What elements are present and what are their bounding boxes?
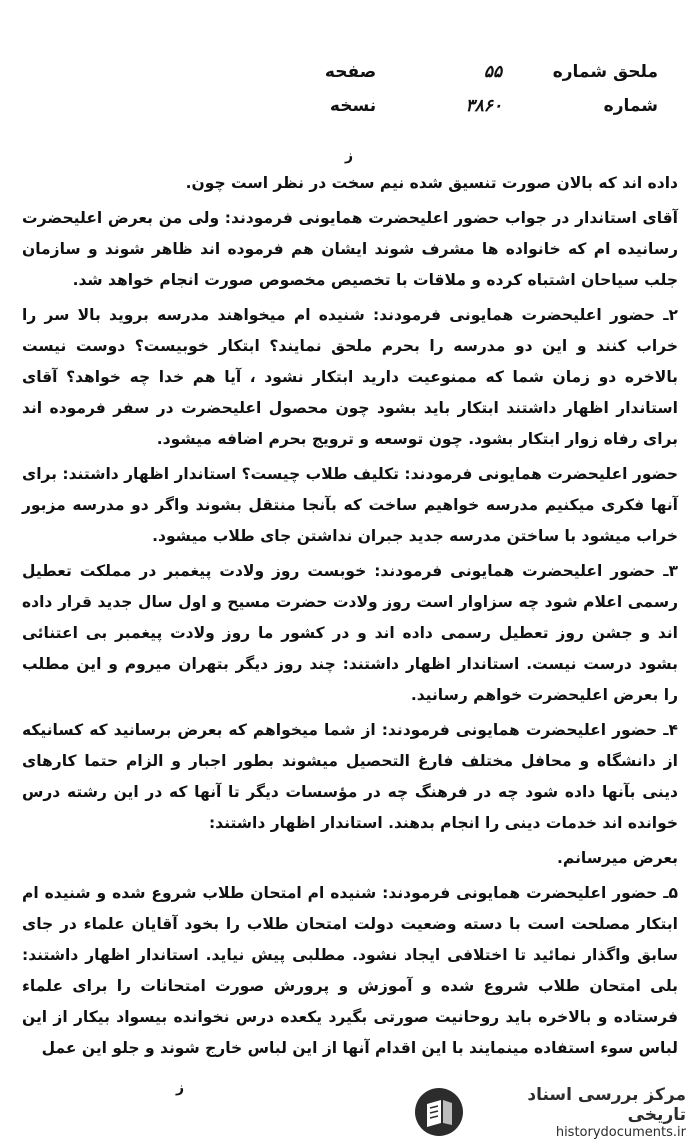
watermark-title: مرکز بررسی اسناد تاریخی (527, 1084, 686, 1125)
page-label: صفحه (324, 62, 377, 82)
watermark-url: historydocuments.ir (555, 1124, 686, 1140)
top-mark: ز (345, 148, 354, 164)
paragraph: ۳ـ حضور اعلیحضرت همایونی فرمودند: خوبست روز ولادت پیغمبر در مملکت تعطیل رسمی اعلام شود چه سزاوار است روز ولادت حضرت مسیح و اول سال جدید قرار داده اند و جشن روز تعطیل رسمی داده اند و در کشور ما روز ولادت پیغمبر بی اعتنائی بشود درست نیست. استاندار اظهار داشتند: چند روز دیگر بتهران میروم و این مطلب را بعرض اعلیحضرت خواهم رسانید. (22, 562, 678, 704)
archive-logo-icon (414, 1087, 464, 1137)
attachment-number-value: ۳۸۶۰ (465, 96, 503, 116)
paragraph: حضور اعلیحضرت همایونی فرمودند: تکلیف طلاب چیست؟ استاندار اظهار داشتند: برای آنها فکری میکنیم مدرسه خواهیم ساخت که بآنجا منتقل بشوند واگر دو مدرسه مزبور خراب میشود با ساختن مدرسه جدید جبران نداشتن جای طلاب میشود. (22, 465, 678, 545)
header-line-1 (306, 62, 658, 82)
paragraph: ۴ـ حضور اعلیحضرت همایونی فرمودند: از شما میخواهم که بعرض برسانید که کسانیکه از دانشگاه و محافل مختلف فارغ التحصیل میشوند بطور اجبار و الزام حتما کارهای دینی بآنها داده شود چه در فرهنگ چه در مؤسسات دیگر تا آنها که در این رشته درس خوانده اند خدمات دینی را انجام بدهند. استاندار اظهار داشتند: (22, 721, 678, 832)
bottom-mark: ز (176, 1080, 185, 1096)
letter-number-value: ۵۵ (483, 62, 503, 82)
watermark-text (464, 1085, 686, 1140)
paragraph: بعرض میرسانم. (557, 849, 678, 867)
copies-label: نسخه (329, 96, 377, 116)
paragraph: داده اند که بالان صورت تنسیق شده نیم سخت در نظر است چون. (185, 174, 678, 192)
paragraph: ۵ـ حضور اعلیحضرت همایونی فرمودند: شنیده ام امتحان طلاب شروع شده و شنیده ام ابتکار مصلحت است با دسته وضعیت دولت امتحان طلاب را بخود آقایان علماء در جای سابق واگذار نمائید تا اختلافی ایجاد نشود. مطلبی پیش نیاید. استاندار اظهار داشتند: بلی امتحان طلاب شروع شده و آموزش و پرورش صورت امتحانات را برای علماء فرستاده و بالاخره باید روحانیت صورتی بگیرد یکعده درس نخوانده بیسواد بیکار از این لباس سوء استفاده مینمایند با این اقدام آنها از این لباس خارج شوند و جلو این عمل (22, 884, 678, 1057)
attachment-number-label: شماره (603, 96, 658, 116)
letter-number-label: ملحق شماره (552, 62, 658, 82)
paragraph: ۲ـ حضور اعلیحضرت همایونی فرمودند: شنیده ام میخواهند مدرسه بروید بالا سر را خراب کنند و این دو مدرسه را بحرم ملحق نمایند؟ ابتکار خوبیست؟ دوست نیست بالاخره دو زمان شما که ممنوعیت دارید ابتکار نشود ، آیا هم خدا چه خواهد؟ آقای استاندار اظهار داشتند ابتکار باید بشود چون محصول اعلیحضرت در سفر فرموده اند برای رفاه زوار ابتکار بشود. چون توسعه و ترویج بحرم اضافه میشود. (22, 306, 678, 448)
paragraph: آقای استاندار در جواب حضور اعلیحضرت همایونی فرمودند: ولی من بعرض اعلیحضرت رسانیده ام که خانواده ها مشرف شوند ایشان هم فرموده اند ظاهر شوند و سازمان جلب سیاحان اشتباه کرده و ملاقات با تخصیص مخصوص صورت انجام خواهد شد. (22, 209, 678, 289)
watermark (408, 1084, 690, 1140)
header-line-2 (306, 96, 658, 116)
document-body (22, 168, 678, 1068)
